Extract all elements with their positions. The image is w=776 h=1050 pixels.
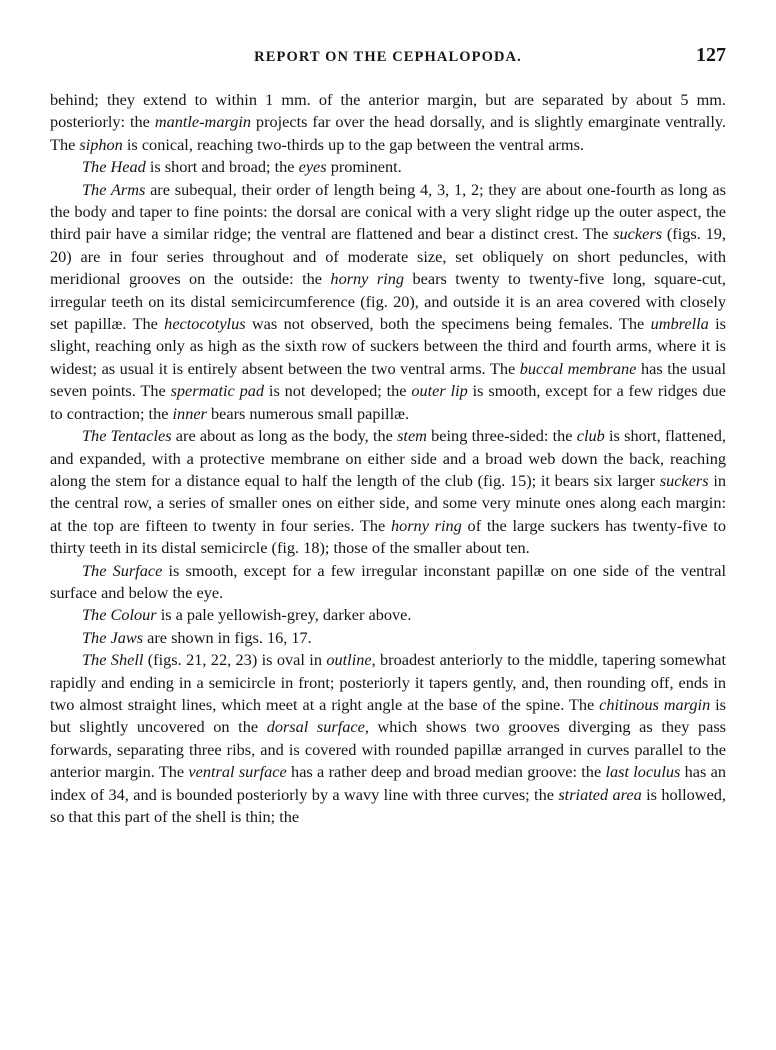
text-run: was not observed, both the specimens being females. The xyxy=(245,314,651,334)
italic-term: suckers xyxy=(613,224,663,244)
paragraph xyxy=(50,560,726,605)
italic-term: The Head xyxy=(82,157,146,177)
text-run: are subequal, their order of length being 4, 3, 1, 2; they are about one-fourth as long as the body and taper to fine points: the dorsal are conical with a very slight ridge up the outer aspect, the third pair have a similar ridge; the ventral are flattened and bear a distinct crest. The xyxy=(50,179,726,244)
italic-term: siphon xyxy=(79,134,123,154)
paragraph xyxy=(50,604,726,626)
italic-term: ventral surface xyxy=(188,762,287,782)
italic-term: dorsal surface xyxy=(266,717,365,737)
italic-term: last loculus xyxy=(605,762,681,782)
text-run: , broadest anteriorly to the middle, tapering somewhat rapidly and ending in a semicircle in front; posteriorly it tapers gently, and, then rounding off, ends in two almost straight lines, which meet at a right angle at the base of the spine. The xyxy=(50,650,727,714)
italic-term: buccal membrane xyxy=(519,358,637,378)
text-run: is slight, reaching only as high as the sixth row of suckers between the third and fourth arms, where it is widest; as usual it is entirely absent between the two ventral arms. The xyxy=(50,314,726,378)
page-number: 127 xyxy=(696,44,726,66)
italic-term: spermatic pad xyxy=(170,381,265,401)
italic-term: eyes xyxy=(298,157,327,177)
paragraph xyxy=(50,627,726,649)
italic-term: outline xyxy=(326,650,372,670)
page-header xyxy=(50,44,726,70)
text-run: being three-sided: the xyxy=(426,426,577,446)
text-run: in the central row, a series of smaller ones on either side, and some very minute ones along each margin: at the top are fifteen to twenty in four series. The xyxy=(50,470,726,535)
text-run: behind; they extend to within 1 mm. of the anterior margin, but are separated by about 5 mm. posteriorly: the xyxy=(50,90,726,132)
italic-term: The Tentacles xyxy=(82,426,172,446)
italic-term: striated area xyxy=(558,784,642,804)
text-run: has an index of 34, and is bounded posteriorly by a wavy line with three curves; the xyxy=(50,762,726,804)
italic-term: chitinous margin xyxy=(599,694,711,714)
text-run: is smooth, except for a few ridges due to contraction; the xyxy=(50,381,726,423)
text-run: has a rather deep and broad median groove: the xyxy=(286,762,606,782)
paragraph xyxy=(50,156,726,178)
text-run: is conical, reaching two-thirds up to the gap between the ventral arms. xyxy=(122,134,584,154)
italic-term: The Jaws xyxy=(82,627,144,647)
paragraph xyxy=(50,89,726,156)
italic-term: umbrella xyxy=(650,314,709,334)
italic-term: hectocotylus xyxy=(164,314,246,334)
italic-term: The Arms xyxy=(82,179,146,199)
text-run: prominent. xyxy=(326,157,402,177)
text-run: has the usual seven points. The xyxy=(50,358,726,401)
italic-term: The Colour xyxy=(82,605,157,625)
text-run: bears numerous small papillæ. xyxy=(206,403,410,423)
italic-term: The Shell xyxy=(82,650,144,670)
italic-term: club xyxy=(576,426,605,446)
italic-term: mantle-margin xyxy=(154,112,251,132)
text-run: bears twenty to twenty-five long, square-cut, irregular teeth on its distal semicircumference (fig. 20), and outside it is an area covered with closely set papillæ. The xyxy=(50,269,727,334)
text-run: , which shows two grooves diverging as they pass forwards, separating three ribs, and is covered with rounded papillæ arranged in curves parallel to the anterior margin. The xyxy=(50,717,726,782)
italic-term: suckers xyxy=(659,470,709,490)
text-run: are shown in figs. 16, 17. xyxy=(143,627,312,647)
italic-term: horny ring xyxy=(390,515,462,535)
text-run: is hollowed, so that this part of the shell is thin; the xyxy=(50,784,727,826)
text-run: are about as long as the body, the xyxy=(171,426,398,446)
text-run: is short, flattened, and expanded, with a protective membrane on either side and a broad web down the back, reaching along the stem for a distance equal to half the length of the club (fig. 15); it bears six larger xyxy=(50,426,726,490)
text-run: of the large suckers has twenty-five to thirty teeth in its distal semicircle (fig. 18); those of the smaller about ten. xyxy=(50,515,726,558)
text-run: (figs. 19, 20) are in four series throughout and of moderate size, set obliquely on short peduncles, with meridional grooves on the outside: the xyxy=(50,224,726,289)
running-title: REPORT ON THE CEPHALOPODA. xyxy=(254,49,522,65)
paragraph xyxy=(50,179,726,425)
text-run: is smooth, except for a few irregular inconstant papillæ on one side of the ventral surface and below the eye. xyxy=(50,560,727,602)
paragraph xyxy=(50,649,726,828)
italic-term: The Surface xyxy=(82,560,163,580)
text-run: is a pale yellowish-grey, darker above. xyxy=(156,605,412,625)
text-run: is not developed; the xyxy=(264,381,412,401)
body-text xyxy=(50,89,726,828)
text-run: is but slightly uncovered on the xyxy=(50,694,727,737)
text-run: (figs. 21, 22, 23) is oval in xyxy=(143,650,327,670)
italic-term: horny ring xyxy=(330,269,405,289)
italic-term: stem xyxy=(397,426,427,446)
italic-term: outer lip xyxy=(411,381,468,401)
text-run: is short and broad; the xyxy=(145,157,299,177)
text-run: projects far over the head dorsally, and is slightly emarginate ventrally. The xyxy=(50,112,727,154)
paragraph xyxy=(50,425,726,559)
italic-term: inner xyxy=(172,403,207,423)
